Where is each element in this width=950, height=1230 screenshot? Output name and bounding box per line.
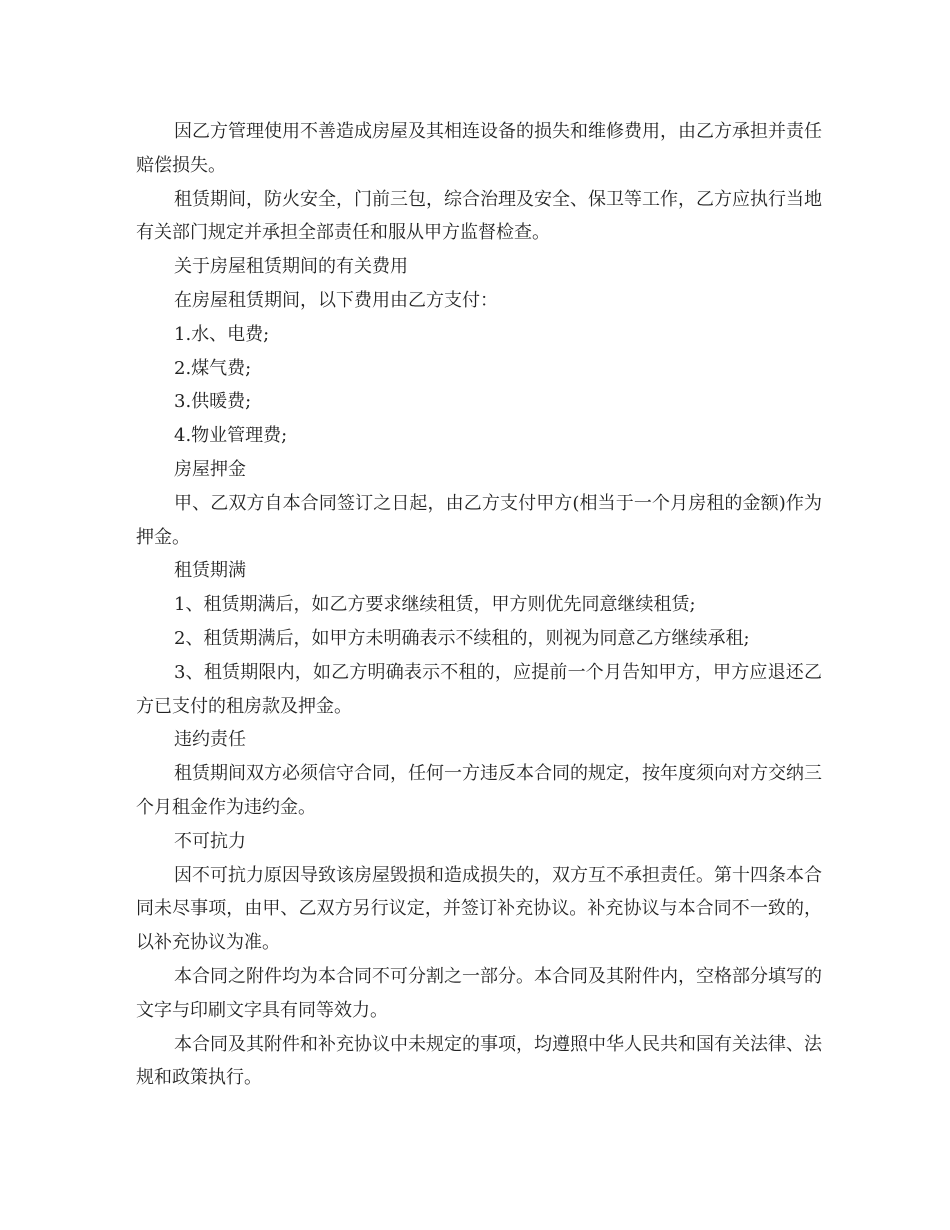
paragraph-deposit: 甲、乙双方自本合同签订之日起，由乙方支付甲方(相当于一个月房租的金额)作为押金。 [136, 492, 822, 548]
heading-breach: 违约责任 [174, 729, 246, 751]
list-item-expiry-1: 1、租赁期满后，如乙方要求继续租赁，甲方则优先同意继续租赁; [174, 594, 696, 616]
paragraph-fees-intro: 在房屋租赁期间，以下费用由乙方支付： [174, 289, 498, 311]
list-item-expiry-3: 3、租赁期限内，如乙方明确表示不租的，应提前一个月告知甲方，甲方应退还乙方已支付的租房款及押金。 [136, 661, 822, 717]
heading-deposit: 房屋押金 [174, 458, 246, 480]
list-item-heating: 3.供暖费; [174, 391, 252, 413]
paragraph-damage-liability: 因乙方管理使用不善造成房屋及其相连设备的损失和维修费用，由乙方承担并责任赔偿损失。 [136, 121, 822, 176]
heading-rental-fees: 关于房屋租赁期间的有关费用 [174, 256, 408, 278]
paragraph-breach: 租赁期间双方必须信守合同，任何一方违反本合同的规定，按年度须向对方交纳三个月租金作为违约金。 [136, 763, 822, 818]
list-item-gas: 2.煤气费; [174, 357, 252, 379]
list-item-expiry-2: 2、租赁期满后，如甲方未明确表示不续租的，则视为同意乙方继续承租; [174, 627, 750, 649]
document-body [136, 115, 822, 1095]
heading-lease-expiry: 租赁期满 [174, 560, 246, 582]
list-item-property-management: 4.物业管理费; [174, 425, 288, 447]
paragraph-attachments: 本合同之附件均为本合同不可分割之一部分。本合同及其附件内，空格部分填写的文字与印刷文字具有同等效力。 [136, 965, 822, 1021]
paragraph-governing-law: 本合同及其附件和补充协议中未规定的事项，均遵照中华人民共和国有关法律、法规和政策执行。 [136, 1033, 822, 1089]
heading-force-majeure: 不可抗力 [174, 830, 246, 852]
paragraph-safety-duties: 租赁期间，防火安全，门前三包，综合治理及安全、保卫等工作，乙方应执行当地有关部门规定并承担全部责任和服从甲方监督检查。 [136, 188, 822, 244]
paragraph-force-majeure: 因不可抗力原因导致该房屋毁损和造成损失的，双方互不承担责任。第十四条本合同未尽事项，由甲、乙双方另行议定，并签订补充协议。补充协议与本合同不一致的，以补充协议为准。 [136, 864, 822, 954]
list-item-water-electricity: 1.水、电费; [174, 323, 270, 345]
